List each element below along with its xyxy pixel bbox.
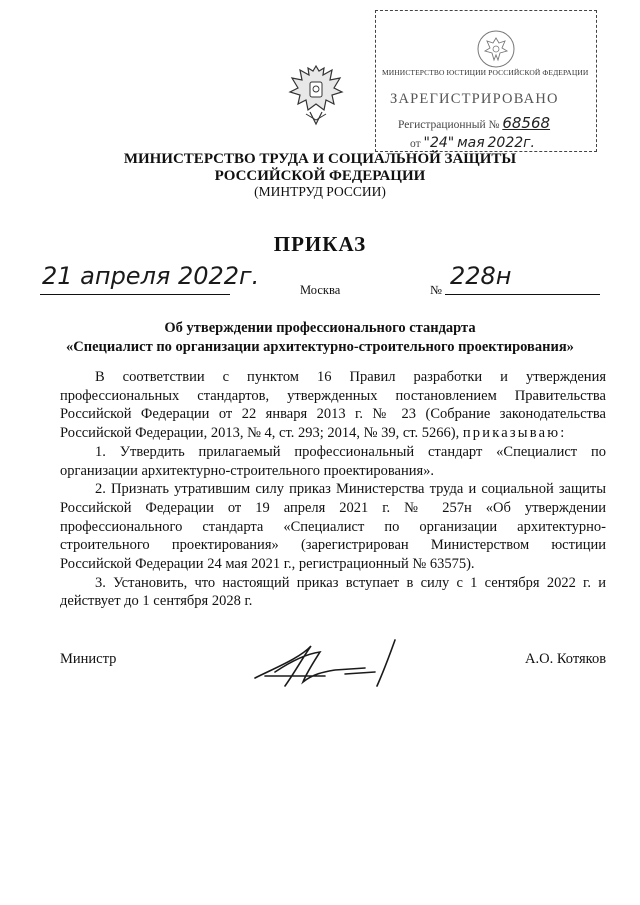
stamp-reg-number: 68568 — [502, 114, 551, 132]
item-3-paragraph: 3. Установить, что настоящий приказ вступает в силу с 1 сентября 2022 г. и действует до 1 сентября 2028 г. — [60, 574, 606, 610]
date-underline — [40, 294, 230, 295]
order-city: Москва — [300, 283, 341, 297]
stamp-ministry-name: МИНИСТЕРСТВО ЮСТИЦИИ РОССИЙСКОЙ ФЕДЕРАЦИИ — [382, 68, 589, 77]
stamp-date — [410, 135, 535, 151]
preamble-text: В соответствии с пунктом 16 Правил разработки и утверждения профессиональных стандартов, утвержденных постановлением Правительства Российской Федерации от 22 января 2013 г. № 23 (Собрание законодательства Российской Федерации, 2013, № 4, ст. 293; 2014, № 39, ст. 5266), — [60, 369, 606, 442]
stamp-date-year: 2022г. — [487, 135, 535, 151]
order-subject-line2: «Специалист по организации архитектурно-строительного проектирования» — [66, 339, 574, 355]
number-underline — [445, 294, 600, 295]
order-number-sign: № — [430, 283, 442, 297]
order-subject-line1: Об утверждении профессионального стандарта — [164, 320, 476, 336]
signatory-role: Министр — [60, 651, 117, 667]
handwritten-signature-icon — [245, 632, 420, 694]
ministry-header-line1: МИНИСТЕРСТВО ТРУДА И СОЦИАЛЬНОЙ ЗАЩИТЫ — [123, 151, 517, 167]
eagle-seal-icon — [476, 29, 516, 69]
coat-of-arms-icon — [288, 62, 344, 128]
registration-stamp — [375, 10, 597, 152]
stamp-date-prefix: от — [410, 138, 421, 150]
stamp-title: ЗАРЕГИСТРИРОВАНО — [390, 91, 559, 107]
preamble-paragraph — [60, 368, 606, 443]
order-body — [60, 368, 606, 611]
item-1-paragraph: 1. Утвердить прилагаемый профессиональный стандарт «Специалист по организации архитектурно-строительного проектирования». — [60, 443, 606, 479]
order-number-handwritten: 228н — [450, 262, 512, 290]
stamp-reg-label: Регистрационный № — [398, 119, 500, 131]
stamp-date-month: мая — [457, 135, 485, 151]
decree-word: приказываю: — [462, 425, 567, 442]
order-title: ПРИКАЗ — [273, 232, 367, 256]
stamp-registration — [398, 114, 550, 132]
order-date-handwritten: 21 апреля 2022г. — [42, 262, 260, 290]
signatory-name: А.О. Котяков — [525, 651, 607, 667]
stamp-date-day: "24" — [423, 135, 455, 151]
ministry-header-line2: РОССИЙСКОЙ ФЕДЕРАЦИИ — [214, 168, 426, 184]
ministry-header-short: (МИНТРУД РОССИИ) — [254, 184, 386, 199]
item-2-paragraph: 2. Признать утратившим силу приказ Министерства труда и социальной защиты Российской Федерации от 19 апреля 2021 г. № 257н «Об утверждении профессионального стандарта «Специалист по организации архитектурно-строительного проектирования» (зарегистрирован Министерством юстиции Российской Федерации 24 мая 2021 г., регистрационный № 63575). — [60, 481, 606, 573]
